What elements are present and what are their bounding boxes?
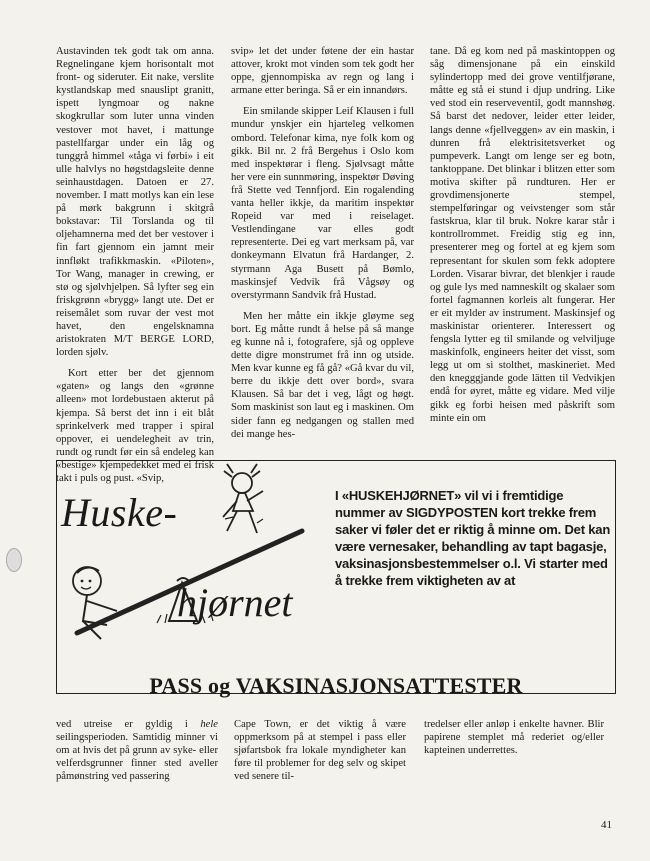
hjornet-logo-word: hjørnet: [177, 580, 293, 625]
huske-logo-word: Huske-: [61, 490, 178, 535]
article-column-2: [231, 45, 414, 441]
bottom-emphasis: hele: [200, 719, 218, 730]
bottom-column-3: [424, 718, 604, 757]
page-number: 41: [601, 819, 612, 831]
article-column-1: [56, 45, 214, 485]
article-paragraph: svip» let det under føtene der ein hastar attover, krokt mot vinden som tek godt her oppe, gjennompiska av regn og lang i armane etter beringa. Så er ein innandørs.: [231, 46, 414, 97]
section-heading: PASS og VAKSINASJONSATTESTER: [149, 673, 523, 698]
huskehjornet-box: [56, 460, 616, 698]
binder-hole: [6, 548, 22, 572]
bottom-text: ved utreise er gyldig i: [56, 719, 201, 730]
article-paragraph: Ein smilande skipper Leif Klausen i full mundur ynskjer ein hjarteleg velkomen ombord. Telefonar kima, nye folk kom og gikk. Bil nr. 2 frå Bergehus i Oslo kom med inspektørar i fleng. Sjølvsagt måtte her vere ein sunnmøring, inspektør Døving frå Stette ved Tennfjord. Ein rogalending vanta heller ikkje, da maritim inspektør Ropeid var med i reiselaget. Vestlendingane var elles godt representerte. Dei eg vart merksam på, var donkeymann Elvatun frå Hardanger, 2. styrmann Aga Busett på Bømlo, maskinsjef Vedvik frå Vågsøy og overstyrmann Sandvik frå Hustad.: [231, 106, 414, 301]
bottom-text: seilingsperioden. Samtidig minner vi om at hvis det på grunn av syke- eller velferdsgrunner finner sted aveller påmønstring ved passering: [56, 732, 218, 783]
article-paragraph: Men her måtte ein ikkje gløyme seg bort. Eg måtte rundt å helse på så mange eg kunne nå i, fotografere, sjå og oppleve dette digre monstrumet frå inn og utside. Men kvar kunne eg få gå? «Gå kvar du vil, berre du ikkje dett over bord», svara Klausen. Så bar det i veg, lågt og høgt. Som maskinist son laut eg i maskinen. Om sider fann eg nedgangen og stallen med dei mange hes-: [231, 310, 414, 440]
bottom-paragraph: [56, 718, 218, 783]
article-paragraph: Austavinden tek godt tak om anna. Regnelingane kjem horisontalt mot front- og sideruter. Eit nake, verslite kystlandskap med snauslipt granitt, ispett lyngmoar og nakne skogkrullar som luter unna vinden vestover mot havet, i mattunge pastellfargar under ein låg og tunggrå himmel «tåga vi førbi» i eit ulle halvlys no høgstdagsleite denne seinhaustdagen. Datoen er 27. november. I matt motlys kan ein lese på mørk bakgrunn i skitgrå bokstavar: Til Torslanda og til oljehamnerna med det ber vestover i fin fart gjennom ein jamnt meir innfløkt trafikkmaskin. «Piloten», Tor Wang, manager in crewing, er stø og sjølvhjelpen. Så lyfter seg ein friskgrønn «brygg» langt ute. Det er reisemålet som ruvar der vest mot havet, den engelsknamna aristokraten M/T BERGE LORD, lorden sjølv.: [56, 46, 214, 359]
huskehjornet-intro: I «HUSKEHJØRNET» vil vi i fremtidige nummer av SIGDYPOSTEN kort trekke frem saker vi føler det er riktig å minne om. Det kan være vernesaker, behandling av tapt bagasje, vaksinasjonsbestemmelser o.l. Vi starter med å trekke frem viktigheten av at: [335, 488, 611, 588]
article-column-3: [430, 45, 615, 425]
article-paragraph: Kort etter ber det gjennom «gaten» og langs den «grønne alleen» mot lordebustaen akterut på kjempa. Så berst det inn i eit blåt sprinkelverk med trapper i spiral oppover, ei uendelegheit av trin, rundt og rundt før ein så endeleg kan «bestige» kjempedekket med ei frisk takt i puls og pust. «Svip,: [56, 368, 214, 484]
bottom-paragraph: Cape Town, er det viktig å være oppmerksom på at stempel i pass eller sjøfartsbok fra lokale myndigheter kan føre til problemer for deg selv og skipet ved senere til-: [234, 719, 406, 783]
bottom-column-1: [56, 718, 218, 783]
bottom-paragraph: tredelser eller anløp i enkelte havner. Blir papirene stemplet må rederiet og/eller kapteinen underrettes.: [424, 719, 604, 757]
article-paragraph: tane. Då eg kom ned på maskintoppen og såg dimensjonane på ein einskild sylindertopp med dei grove ventilfjørane, måtte eg stå ei stund i djup undring. Like ved stod ein reserveventil, godt mannshøg. Så barst det nedover, leider etter leider, langs denne «fjellveggen» av ein maskin, i dunren frå elektrisitetsverket og pumpeverk. Langt om lenge ser eg botn, tanktoppane. Det blinkar i blitzen etter som motiva skifter på rundturen. Her er grovdimensjonerte stempel, stempelføringar og veivstenger som står fastskrua, klar til bruk. Nokre karar står i kontrollrommet. Freidig stig eg inn, presenterer meg og fortel at eg kjem som representant for skulen som fekk adoptere Lorden. Visarar bivrar, det blenkjer i raude og gule lys med namneskilt og skalaer som fortel fagmannen korleis alt fungerar. Her er eit mylder av instrument. Maskinsjef og maskinistar orienterer. Interessert og fengsla lytter eg til smilande og velviljuge maskinfolk, engineers heiter det visst, som legg ut om si stolthet, maskineriet. Med den knegggjande gode lätten til Vedvikjen endå for øyret, måtte eg vidare. Med vilje gikk eg forbi heisen med påskrift som minte ein om: [430, 46, 615, 424]
bottom-column-2: [234, 718, 406, 783]
